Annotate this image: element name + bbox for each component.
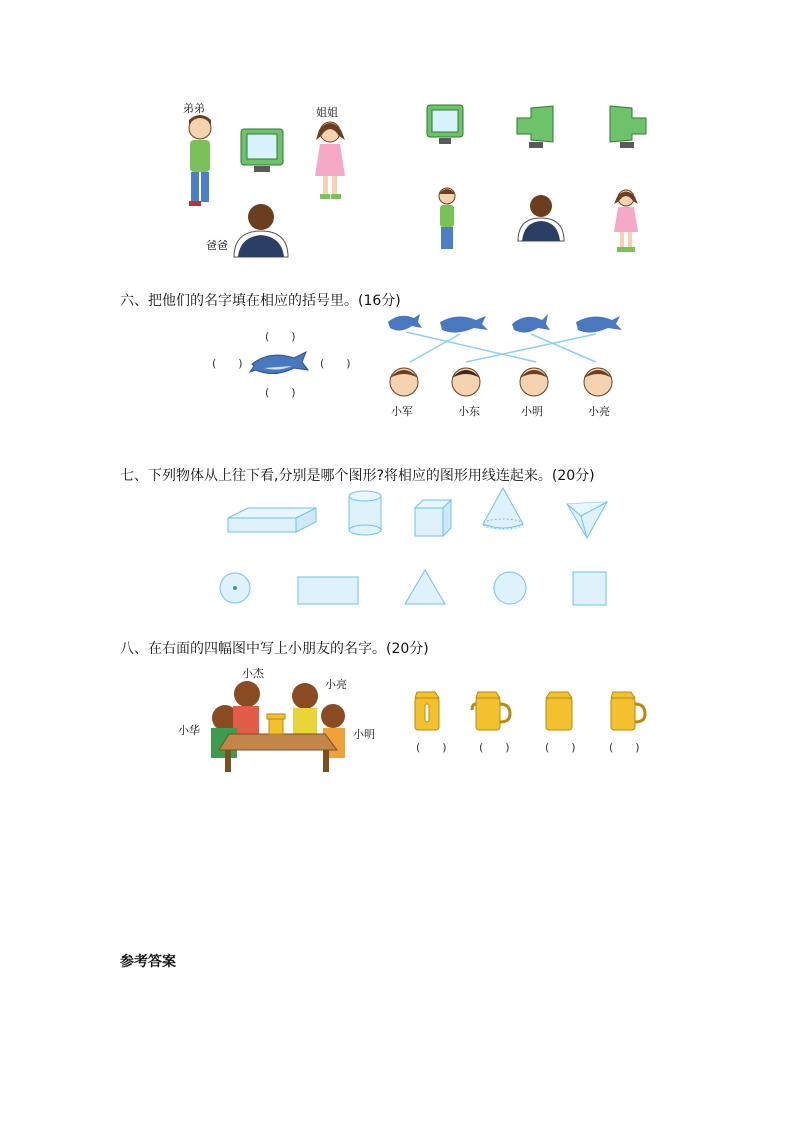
kid-name-4: 小亮 — [588, 405, 610, 418]
circle-with-dot-view — [219, 572, 253, 606]
option-monitor-side-left — [515, 104, 555, 150]
sister-figure — [312, 118, 348, 208]
paren-left[interactable]: ( ) — [212, 357, 243, 370]
cylinder-solid — [347, 490, 383, 536]
section7-title: 七、下列物体从上往下看,分别是哪个图形?将相应的图形用线连起来。(20分) — [120, 468, 595, 484]
kid-name-3: 小明 — [521, 405, 543, 418]
dad-figure — [226, 203, 296, 258]
kid-label-right: 小明 — [353, 728, 375, 741]
cone-solid — [481, 486, 527, 532]
kid-name-2: 小东 — [458, 405, 480, 418]
rectangle-view — [297, 576, 361, 606]
brother-figure — [180, 112, 220, 212]
label-brother: 弟弟 — [183, 102, 205, 115]
paren-bottom[interactable]: ( ) — [265, 386, 296, 399]
section6-title: 六、把他们的名字填在相应的括号里。(16分) — [120, 293, 401, 309]
cup-paren-1[interactable]: ( ) — [416, 741, 447, 754]
cup-view-handle-right — [472, 690, 512, 734]
cup-view-back — [544, 690, 576, 734]
circle-view — [493, 571, 529, 607]
paren-top[interactable]: ( ) — [265, 330, 296, 343]
option-brother — [434, 186, 460, 254]
paren-right[interactable]: ( ) — [320, 357, 351, 370]
kid-name-1: 小军 — [391, 405, 413, 418]
triangle-view — [404, 568, 448, 606]
option-monitor-side-right — [608, 104, 648, 150]
label-dad: 爸爸 — [206, 239, 228, 252]
cuboid-solid — [228, 506, 318, 536]
cup-paren-2[interactable]: ( ) — [479, 741, 510, 754]
kid-label-top: 小杰 — [242, 667, 264, 680]
label-sister: 姐姐 — [316, 106, 338, 119]
cup-view-front-handle — [413, 690, 443, 734]
option-dad — [514, 194, 568, 242]
option-monitor-front — [426, 104, 466, 146]
square-view — [572, 571, 608, 607]
monitor-front — [240, 128, 286, 174]
kids-around-table — [205, 676, 355, 776]
dolphin-center — [250, 350, 310, 380]
answer-key-title: 参考答案 — [120, 954, 176, 970]
triangular-prism-solid — [565, 500, 611, 540]
cup-view-handle-side — [607, 690, 647, 734]
cup-paren-3[interactable]: ( ) — [545, 741, 576, 754]
kid-label-left: 小华 — [178, 724, 200, 737]
cup-paren-4[interactable]: ( ) — [609, 741, 640, 754]
kid-label-top-right: 小亮 — [325, 678, 347, 691]
cube-solid — [413, 498, 453, 538]
section8-title: 八、在右面的四幅图中写上小朋友的名字。(20分) — [120, 641, 429, 657]
option-sister — [612, 188, 640, 254]
